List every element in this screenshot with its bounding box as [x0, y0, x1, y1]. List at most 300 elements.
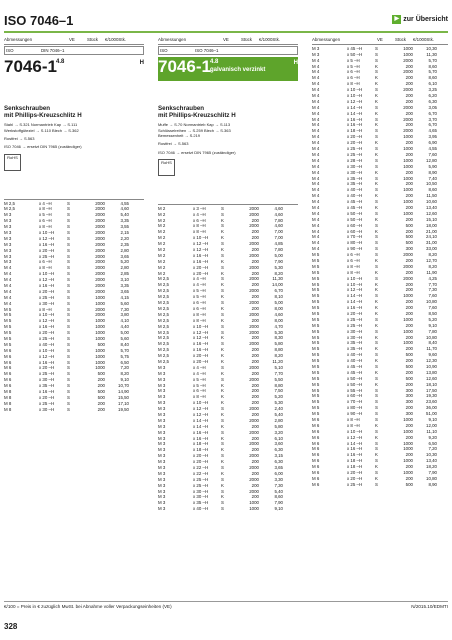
cell: 2000 [95, 288, 105, 294]
cell: M 8 [4, 400, 12, 406]
cell: S [67, 271, 70, 277]
cell: x 25 –H [39, 294, 55, 300]
cell: S [67, 347, 70, 353]
cell: M 2,5 [158, 317, 169, 323]
overview-label: zur Übersicht [403, 16, 448, 23]
cell: M 3 [158, 506, 166, 512]
cell: K [221, 459, 224, 465]
cell: M 4 [312, 175, 320, 181]
cell: S [221, 205, 224, 211]
cell: 12,60 [426, 375, 437, 381]
cell: x 12 –H [193, 247, 209, 253]
cell: 2000 [95, 200, 105, 206]
cell: 200 [405, 81, 413, 87]
cell: M 3 [158, 417, 166, 423]
cell: 200 [251, 358, 259, 364]
cell: 2000 [249, 476, 259, 482]
cell: 200 [405, 305, 413, 311]
cell: 7,90 [428, 470, 437, 476]
cell: 1000 [403, 134, 413, 140]
footer [4, 604, 448, 609]
cell: 2000 [403, 116, 413, 122]
cell: 500 [405, 481, 413, 487]
cell: 2000 [403, 57, 413, 63]
cell: M 3 [158, 459, 166, 465]
cell: x 8 –H [347, 417, 360, 423]
cell: K [221, 400, 224, 406]
cell: 7,00 [274, 235, 283, 241]
cell: S [221, 506, 224, 512]
column-1 [4, 37, 144, 413]
cell: M 5 [4, 312, 12, 318]
cell: M 3 [158, 482, 166, 488]
cell: S [221, 453, 224, 459]
cell: M 3 [158, 447, 166, 453]
cell: 2000 [249, 376, 259, 382]
cell: M 5 [312, 328, 320, 334]
cell: x 5 –H [193, 288, 206, 294]
cell: M 3 [4, 241, 12, 247]
cell: 5,30 [274, 329, 283, 335]
cell: 6,30 [274, 459, 283, 465]
cell: 200 [405, 346, 413, 352]
desc-line-2: mit Phillips-Kreuzschlitz H [4, 112, 82, 120]
cell: K [375, 381, 378, 387]
cell: 200 [97, 400, 105, 406]
cell: K [375, 122, 378, 128]
cell: 1000 [403, 458, 413, 464]
cell: x 25 –H [347, 146, 363, 152]
cell: M 4 [312, 140, 320, 146]
cell: 5,80 [274, 423, 283, 429]
cell: K [221, 382, 224, 388]
cell: 15,10 [426, 216, 437, 222]
cell: S [67, 277, 70, 283]
cell: S [67, 377, 70, 383]
cell: x 50 –H [347, 51, 363, 57]
cell: M 5 [312, 411, 320, 417]
cell: M 6 [4, 377, 12, 383]
cell: S [221, 341, 224, 347]
cell: K [221, 317, 224, 323]
cell: 200 [405, 181, 413, 187]
cell: 2000 [95, 277, 105, 283]
cell: K [375, 75, 378, 81]
cell: M 6 [312, 440, 320, 446]
cell: S [375, 146, 378, 152]
cell: 200 [251, 217, 259, 223]
cell: 5,00 [274, 300, 283, 306]
cell: M 3 [158, 382, 166, 388]
cell: 8,60 [428, 63, 437, 69]
cell: x 20 –H [193, 353, 209, 359]
cell: 5,50 [274, 376, 283, 382]
cell: 10,80 [426, 299, 437, 305]
cell: 1000 [403, 51, 413, 57]
cell: 2000 [95, 241, 105, 247]
cell: x 6 –H [39, 259, 52, 265]
cell: x 14 –H [347, 110, 363, 116]
cell: x 10 –H [347, 93, 363, 99]
cell: x 30 –H [193, 494, 209, 500]
cell: 2000 [95, 259, 105, 265]
cell: 200 [405, 122, 413, 128]
cell: 200 [405, 287, 413, 293]
cell: M 5 [312, 346, 320, 352]
cell: S [67, 400, 70, 406]
cell: M 4 [312, 157, 320, 163]
cell: 200 [251, 470, 259, 476]
rostfrei-ref[interactable]: Rostfrei → S.563 [158, 141, 189, 147]
code-din: DIN 7046–1 [41, 47, 65, 53]
cell: x 5 –H [193, 376, 206, 382]
cell: 2000 [403, 69, 413, 75]
cell: 8,20 [274, 353, 283, 359]
cell: 500 [97, 371, 105, 377]
cell: 9,60 [428, 352, 437, 358]
cell: 2000 [249, 211, 259, 217]
cell: 2000 [95, 212, 105, 218]
cell: x 10 –H [193, 235, 209, 241]
cell: S [221, 406, 224, 412]
cell: M 3 [4, 235, 12, 241]
cell: M 4 [4, 288, 12, 294]
cell: x 16 –H [193, 429, 209, 435]
cell: M 4 [312, 104, 320, 110]
cell: 200 [405, 93, 413, 99]
cell: K [375, 140, 378, 146]
code-iso: ISO [160, 47, 168, 53]
code-din: ISO 7046–1 [195, 47, 219, 53]
grade: 4.8 [56, 58, 65, 65]
cell: x 25 –H [39, 253, 55, 259]
cell: M 5 [312, 358, 320, 364]
cell: S [221, 464, 224, 470]
cell: 2000 [249, 223, 259, 229]
cell: 11,70 [426, 346, 437, 352]
cell: x 40 –H [347, 193, 363, 199]
code-iso: ISO [6, 47, 14, 53]
cell: M 3 [4, 229, 12, 235]
cell: 3,65 [120, 288, 129, 294]
cell: 6,30 [428, 98, 437, 104]
cell: S [67, 259, 70, 265]
cell: M 3 [4, 247, 12, 253]
cell: 1000 [403, 157, 413, 163]
cell: K [221, 347, 224, 353]
cell: 4,25 [428, 275, 437, 281]
cell: 200 [251, 282, 259, 288]
cell: 8,40 [428, 340, 437, 346]
col-head-price: €/1000Stk. [259, 37, 280, 42]
cell: x 8 –H [193, 394, 206, 400]
overview-link[interactable] [392, 15, 448, 24]
cell: K [221, 353, 224, 359]
cell: x 20 –H [39, 365, 55, 371]
cell: x 25 –H [347, 316, 363, 322]
cell: S [221, 429, 224, 435]
column-header [158, 37, 298, 43]
cell: 5,30 [274, 264, 283, 270]
cell: S [375, 352, 378, 358]
cell: K [375, 475, 378, 481]
cell: S [67, 335, 70, 341]
cell: 14,00 [272, 282, 283, 288]
cell: M 4 [312, 69, 320, 75]
cell: 2000 [95, 206, 105, 212]
cell: S [221, 376, 224, 382]
cell: M 5 [312, 364, 320, 369]
product-number [4, 57, 144, 81]
cell: M 4 [312, 134, 320, 140]
cell: 200 [405, 204, 413, 210]
cell: 1000 [403, 210, 413, 216]
cell: 7,40 [428, 175, 437, 181]
cell: 2000 [249, 252, 259, 258]
cell: 12,30 [426, 358, 437, 364]
cell: M 5 [312, 381, 320, 387]
desc-line-1: Senkschrauben [158, 104, 205, 112]
cell: 1000 [95, 347, 105, 353]
cell: x 14 –H [347, 440, 363, 446]
cell: K [375, 269, 378, 275]
cell: M 4 [312, 151, 320, 157]
cell: x 18 –H [193, 447, 209, 453]
footer-rule [4, 601, 448, 602]
cell: 3,55 [120, 224, 129, 230]
cell: 500 [405, 364, 413, 369]
cell: S [375, 428, 378, 434]
cell: M 2,5 [158, 305, 169, 311]
cell: x 30 –H [193, 488, 209, 494]
cell: 8,80 [274, 382, 283, 388]
cell: K [375, 228, 378, 234]
cell: 3,35 [120, 218, 129, 224]
cell: M 5 [312, 405, 320, 411]
cell: 7,80 [274, 217, 283, 223]
cell: S [67, 394, 70, 400]
cell: 200 [405, 281, 413, 287]
cell: 8,20 [428, 263, 437, 269]
cell: 500 [405, 222, 413, 228]
cell: x 16 –H [39, 241, 55, 247]
cell: 8,40 [120, 341, 129, 347]
page-title: ISO 7046–1 [4, 13, 74, 28]
cell: 11,10 [426, 428, 437, 434]
cell: 5,70 [428, 57, 437, 63]
cell: M 2 [158, 264, 166, 270]
cell: M 6 [4, 353, 12, 359]
cell: M 2,5 [158, 323, 169, 329]
cell: x 10 –H [39, 347, 55, 353]
cell: 500 [97, 394, 105, 400]
cell: x 18 –H [193, 441, 209, 447]
cell: 33,00 [426, 246, 437, 252]
cell: S [375, 275, 378, 281]
cell: M 8 [4, 394, 12, 400]
cell: S [67, 324, 70, 330]
cell: x 10 –H [347, 281, 363, 287]
cell: M 5 [312, 352, 320, 358]
cell: 200 [405, 98, 413, 104]
cell: 14,90 [118, 389, 129, 394]
cell: 11,30 [426, 51, 437, 57]
cell: 200 [405, 151, 413, 157]
cell: 200 [251, 459, 259, 465]
cell: M 3 [158, 441, 166, 447]
cell: x 50 –H [347, 210, 363, 216]
cell: x 6 –H [347, 75, 360, 81]
cell: M 4 [312, 246, 320, 252]
cell: x 35 –H [347, 346, 363, 352]
col-head-stk: Stück [395, 37, 406, 42]
cell: 10,80 [426, 334, 437, 340]
cell: S [67, 288, 70, 294]
cell: S [67, 229, 70, 235]
cell: 300 [405, 393, 413, 399]
cell: S [221, 417, 224, 423]
cell: x 5 –H [193, 294, 206, 300]
cell: 200 [251, 235, 259, 241]
cell: S [221, 264, 224, 270]
cell: K [221, 217, 224, 223]
cell: 3,70 [428, 116, 437, 122]
cell: M 5 [312, 269, 320, 275]
col-head-dim: Abmessungen [312, 37, 341, 42]
cell: 200 [405, 464, 413, 470]
cell: 36,00 [426, 405, 437, 411]
cell: 500 [405, 234, 413, 240]
cell: x 30 –H [39, 377, 55, 383]
cell: 18,10 [426, 381, 437, 387]
cell: 7,30 [120, 306, 129, 312]
cell: x 35 –H [39, 383, 55, 389]
cell: x 16 –H [39, 389, 55, 394]
table-row [158, 506, 298, 512]
cell: 200 [251, 229, 259, 235]
rostfrei-ref[interactable]: Rostfrei → S.563 [4, 135, 35, 141]
cell: x 8 –H [347, 263, 360, 269]
cell: 3,25 [428, 87, 437, 93]
col-head-stk: Stück [87, 37, 98, 42]
cell: M 3 [158, 394, 166, 400]
cell: 200 [251, 400, 259, 406]
cell: 2000 [95, 247, 105, 253]
cell: x 12 –H [193, 335, 209, 341]
cell: 7,90 [274, 258, 283, 264]
cell: 4,55 [120, 200, 129, 206]
cell: 17,10 [118, 400, 129, 406]
cell: S [67, 300, 70, 306]
cell: 24,10 [426, 234, 437, 240]
cell: K [375, 216, 378, 222]
cell: M 2 [158, 205, 166, 211]
cell: M 3 [158, 470, 166, 476]
product-num: 7046-1 [4, 56, 57, 76]
product-number [158, 57, 298, 81]
cell: M 4 [4, 277, 12, 283]
cell: S [375, 246, 378, 252]
cell: x 10 –H [193, 400, 209, 406]
cell: M 4 [312, 81, 320, 87]
product-code-box [158, 46, 298, 55]
cell: 200 [97, 406, 105, 412]
cell: 11,30 [272, 276, 283, 282]
cell: M 6 [312, 434, 320, 440]
cell: 8,30 [274, 335, 283, 341]
cell: x 25 –H [39, 335, 55, 341]
cell: 1000 [403, 417, 413, 423]
cell: 11,50 [426, 193, 437, 199]
cell: 10,80 [426, 475, 437, 481]
cell: x 12 –H [39, 277, 55, 283]
cell: M 4 [4, 294, 12, 300]
column-3 [312, 37, 448, 488]
cell: 23,60 [426, 399, 437, 405]
cell: M 4 [312, 110, 320, 116]
cell: 1000 [95, 359, 105, 365]
cell: 8,20 [428, 252, 437, 258]
cell: K [375, 322, 378, 328]
cell: x 45 –H [347, 204, 363, 210]
cell: x 16 –H [347, 452, 363, 458]
cell: 1000 [403, 440, 413, 446]
cell: 7,20 [120, 365, 129, 371]
cell: 7,60 [428, 293, 437, 299]
cell: 9,10 [428, 322, 437, 328]
cell: K [375, 464, 378, 470]
cell: x 60 –H [347, 222, 363, 228]
page-number: 328 [4, 622, 18, 631]
cell: M 5 [312, 393, 320, 399]
cell: 2,80 [120, 265, 129, 271]
cell: M 2 [158, 241, 166, 247]
cell: 200 [405, 140, 413, 146]
cell: x 45 –H [347, 45, 363, 51]
cell: 1000 [95, 300, 105, 306]
cell: 6,50 [428, 440, 437, 446]
cell: 1000 [249, 500, 259, 506]
cell: M 4 [312, 87, 320, 93]
cell: 7,70 [274, 370, 283, 376]
cell: x 10 –H [347, 275, 363, 281]
cell: 11,90 [426, 269, 437, 275]
rohs-badge: RoHS [4, 154, 21, 171]
cell: M 6 [312, 446, 320, 452]
cell: M 5 [4, 335, 12, 341]
cell: M 5 [312, 252, 320, 258]
cell: 1000 [403, 146, 413, 152]
divider [4, 44, 144, 45]
cell: M 6 [312, 481, 320, 487]
cell: x 12 –H [347, 287, 363, 293]
cell: M 3 [312, 51, 320, 57]
cell: 200 [251, 411, 259, 417]
cell: S [375, 222, 378, 228]
desc-line-1: Senkschrauben [4, 104, 51, 112]
cell: x 14 –H [347, 293, 363, 299]
cell: M 4 [312, 146, 320, 152]
cell: S [67, 306, 70, 312]
cell: S [375, 240, 378, 246]
cell: 200 [251, 335, 259, 341]
cell: S [375, 69, 378, 75]
cell: K [375, 257, 378, 263]
footer-note: €/100 = Preis in € zuzüglich MwSt. bei Abnahme voller Verpackungseinheiten (VE) [4, 604, 172, 609]
cell: 200 [405, 269, 413, 275]
table-row [4, 407, 144, 413]
cell: 3,05 [428, 104, 437, 110]
